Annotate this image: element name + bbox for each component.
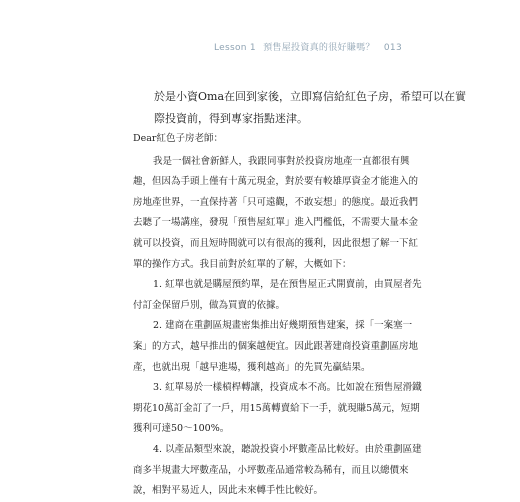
letter-line: 房地產世界，一直保持著「只可遠觀，不敢妄想」的態度。最近我們	[133, 196, 419, 208]
letter-line: 獲利可達50〜100%。	[133, 423, 230, 435]
letter-line: 商多半規畫大坪數產品，小坪數產品通常較為稀有，而且以總價來	[133, 464, 409, 476]
letter-body	[133, 127, 433, 502]
intro-paragraph	[154, 86, 467, 130]
letter-line: 案」的方式，越早推出的個案越便宜。因此跟著建商投資重劃區房地	[133, 340, 419, 352]
lesson-label: Lesson 1	[213, 43, 256, 53]
letter-line: 去聽了一場講座，發現「預售屋紅單」進入門檻低，不需要大量本金	[133, 217, 419, 229]
intro-line: 於是小資Oma在回到家後，立即寫信給紅色子房，希望可以在實	[154, 90, 467, 103]
letter-salutation: Dear紅色子房老師：	[133, 133, 223, 144]
letter-line: 就可以投資，而且短時間就可以有很高的獲利，因此很想了解一下紅	[133, 237, 419, 249]
letter-line: 1. 紅單也就是購屋預約單，是在預售屋正式開賣前，由買屋者先	[153, 279, 422, 291]
intro-line: 際投資前，得到專家指點迷津。	[154, 112, 308, 125]
running-header	[214, 40, 402, 53]
letter-line: 4. 以產品類型來說，聽說投資小坪數產品比較好。由於重劃區建	[153, 443, 422, 455]
letter-line: 我是一個社會新鮮人，我跟同事對於投資房地產一直都很有興	[153, 155, 410, 167]
letter-line: 3. 紅單易於一樣槓桿轉讓，投資成本不高。比如說在預售屋滑鐵	[153, 382, 422, 394]
letter-line: 單的操作方式。我目前對於紅單的了解，大概如下：	[133, 258, 352, 270]
chapter-title: 預售屋投資真的很好賺嗎？	[263, 43, 375, 53]
letter-line: 2. 建商在重劃區規畫密集推出好幾期預售建案，採「一案塞一	[153, 320, 413, 332]
letter-line: 趣，但因為手頭上僅有十萬元現金，對於要有較雄厚資金才能進入的	[133, 176, 419, 188]
letter-line: 期花10萬訂金訂了一戶，用15萬轉賣給下一手，就現賺5萬元，短期	[133, 402, 420, 414]
page-number: 013	[383, 43, 402, 53]
letter-line: 付訂金保留戶別，做為買賣的依據。	[133, 299, 286, 311]
letter-line: 產，也就出現「越早進場，獲利越高」的先買先贏結果。	[133, 361, 371, 373]
letter-line: 說，相對平易近人，因此未來轉手性比較好。	[133, 485, 324, 497]
